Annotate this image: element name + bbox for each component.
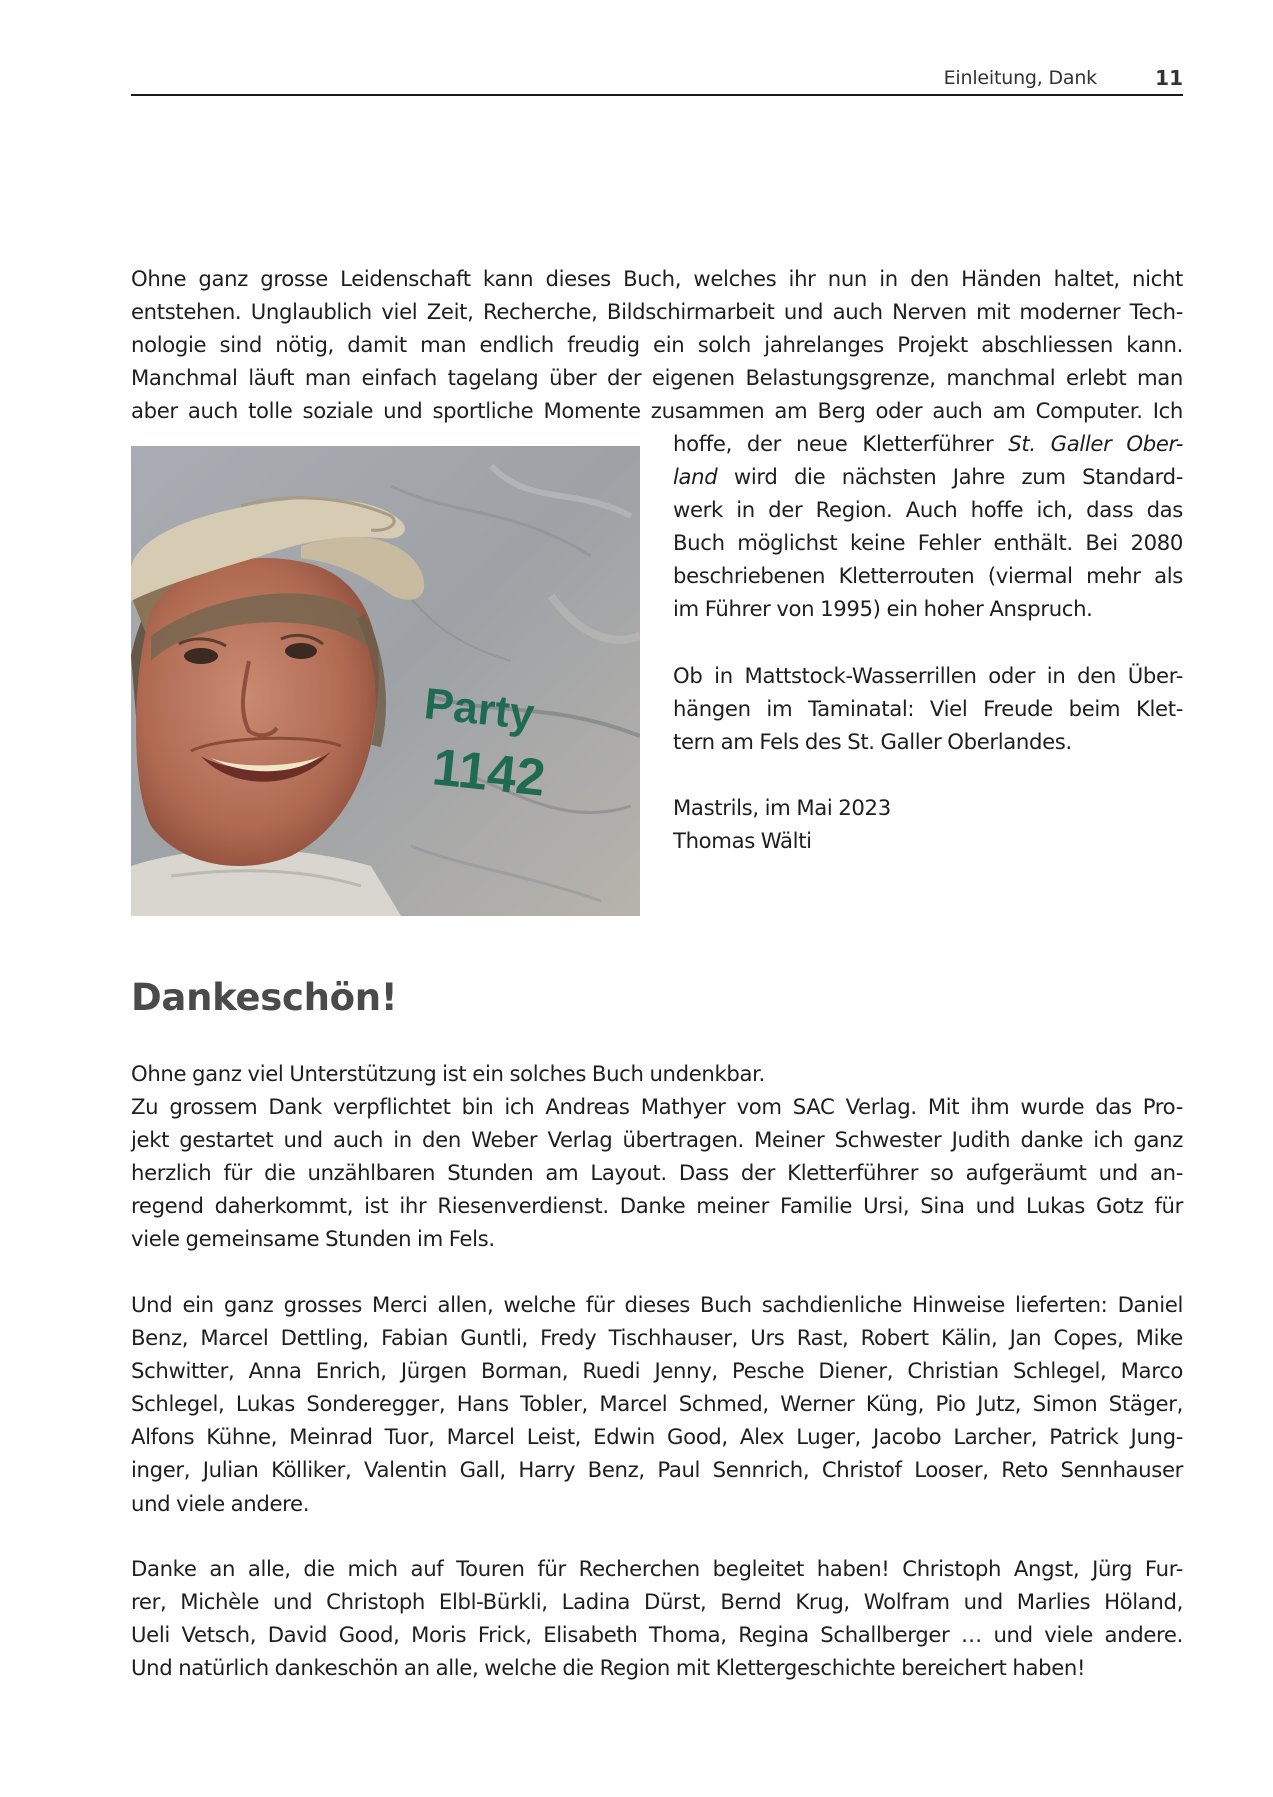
thanks-line: Benz, Marcel Dettling, Fabian Guntli, Fredy Tischhauser, Urs Rast, Robert Kälin, Jan Copes, Mike <box>131 1325 1183 1351</box>
intro-p2-line: tern am Fels des St. Galler Oberlandes. <box>673 728 1072 754</box>
thanks-paragraph-2 <box>131 1288 1183 1520</box>
running-header <box>131 64 1183 96</box>
thanks-paragraph-3 <box>131 1552 1183 1684</box>
section-title: Dankeschön! <box>131 976 398 1019</box>
signature-block <box>673 791 1183 857</box>
book-title-italic: St. Galler Ober- <box>1008 431 1183 456</box>
thanks-line: viele gemeinsame Stunden im Fels. <box>131 1226 495 1252</box>
thanks-line: rer, Michèle und Christoph Elbl-Bürkli, Ladina Dürst, Bernd Krug, Wolfram und Marlies Höland, <box>131 1589 1183 1615</box>
intro-p2-line: Ob in Mattstock-Wasserrillen oder in den Über- <box>673 662 1183 688</box>
thanks-line: inger, Julian Kölliker, Valentin Gall, Harry Benz, Paul Sennrich, Christof Looser, Reto Sennhauser <box>131 1457 1183 1483</box>
thanks-line: jekt gestartet und auch in den Weber Verlag übertragen. Meiner Schwester Judith danke ich ganz <box>131 1127 1183 1153</box>
intro-line: aber auch tolle soziale und sportliche Momente zusammen am Berg oder auch am Computer. Ich <box>131 398 1183 424</box>
thanks-line: Ueli Vetsch, David Good, Moris Frick, Elisabeth Thoma, Regina Schallberger … und viele andere. <box>131 1622 1183 1648</box>
thanks-line: Ohne ganz viel Unterstützung ist ein solches Buch undenkbar. <box>131 1061 765 1086</box>
intro-paragraph <box>131 262 1183 427</box>
page-number: 11 <box>1155 66 1183 90</box>
painted-text-number: 1142 <box>429 738 549 808</box>
thanks-line: Danke an alle, die mich auf Touren für Recherchen begleitet haben! Christoph Angst, Jürg Fur- <box>131 1556 1183 1581</box>
intro-line: Ohne ganz grosse Leidenschaft kann dieses Buch, welches ihr nun in den Händen haltet, nicht <box>131 266 1183 291</box>
author-selfie-photo <box>131 446 640 916</box>
thanks-line: und viele andere. <box>131 1490 310 1516</box>
intro-line: Manchmal läuft man einfach tagelang über der eigenen Belastungsgrenze, manchmal erlebt man <box>131 365 1183 391</box>
painted-text-party: Party <box>421 679 537 740</box>
intro-side-line: werk in der Region. Auch hoffe ich, dass das <box>673 497 1183 523</box>
blank-line <box>673 626 1183 659</box>
intro-side-text: hoffe, der neue Kletterführer <box>673 431 1009 456</box>
thanks-line: Zu grossem Dank verpflichtet bin ich Andreas Mathyer vom SAC Verlag. Mit ihm wurde das Pro- <box>131 1094 1183 1120</box>
signature-author: Thomas Wälti <box>673 828 812 854</box>
signature-place-date: Mastrils, im Mai 2023 <box>673 795 891 820</box>
intro-side-line: Buch möglichst keine Fehler enthält. Bei 2080 <box>673 530 1183 556</box>
book-title-italic: land <box>673 464 718 490</box>
thanks-line: Und natürlich dankeschön an alle, welche die Region mit Klettergeschichte bereichert haben! <box>131 1655 1086 1681</box>
thanks-line: Schlegel, Lukas Sonderegger, Hans Tobler, Marcel Schmed, Werner Küng, Pio Jutz, Simon Stäger, <box>131 1391 1183 1417</box>
intro-side-line: im Führer von 1995) ein hoher Anspruch. <box>673 596 1093 622</box>
thanks-line: herzlich für die unzählbaren Stunden am Layout. Dass der Kletterführer so aufgeräumt und an- <box>131 1160 1183 1186</box>
intro-side-line <box>673 460 1183 493</box>
thanks-line: regend daherkommt, ist ihr Riesenverdienst. Danke meiner Familie Ursi, Sina und Lukas Gotz für <box>131 1193 1183 1219</box>
thanks-line: Schwitter, Anna Enrich, Jürgen Borman, Ruedi Jenny, Pesche Diener, Christian Schlegel, Marco <box>131 1358 1183 1384</box>
intro-paragraph-continued <box>673 427 1183 758</box>
intro-p2-line: hängen im Taminatal: Viel Freude beim Klet- <box>673 695 1183 721</box>
thanks-paragraph-1 <box>131 1057 1183 1256</box>
header-section-title: Einleitung, Dank <box>943 67 1097 89</box>
thanks-line: Und ein ganz grosses Merci allen, welche für dieses Buch sachdienliche Hinweise lieferten: Daniel <box>131 1292 1183 1317</box>
intro-side-line: beschriebenen Kletterrouten (viermal mehr als <box>673 563 1183 589</box>
thanks-line: Alfons Kühne, Meinrad Tuor, Marcel Leist, Edwin Good, Alex Luger, Jacobo Larcher, Patrick Jung- <box>131 1424 1183 1450</box>
intro-line: entstehen. Unglaublich viel Zeit, Recherche, Bildschirmarbeit und auch Nerven mit moderner Tech- <box>131 299 1183 325</box>
intro-side-line <box>673 427 1183 460</box>
intro-line: nologie sind nötig, damit man endlich freudig ein solch jahrelanges Projekt abschliessen kann. <box>131 332 1183 358</box>
intro-side-text: wird die nächsten Jahre zum Standard- <box>717 464 1183 490</box>
